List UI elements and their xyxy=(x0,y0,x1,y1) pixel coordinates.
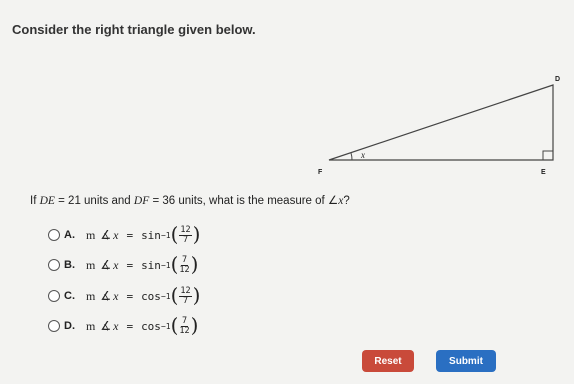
option-letter: D. xyxy=(64,320,75,332)
question-prompt: Consider the right triangle given below. xyxy=(12,22,256,37)
angle-symbol: ∡ xyxy=(100,257,112,272)
segment-df: DF xyxy=(133,195,150,207)
right-angle-marker xyxy=(543,151,553,160)
right-paren: ) xyxy=(192,283,201,307)
question-variable: x xyxy=(338,195,344,207)
question-tail: ? xyxy=(343,195,350,207)
option-expression xyxy=(86,283,201,307)
denominator: 12 xyxy=(179,325,190,336)
question-lead: If xyxy=(30,195,37,207)
radio-option-d[interactable] xyxy=(48,320,60,332)
equals-sign: = xyxy=(126,319,134,333)
right-paren: ) xyxy=(192,222,201,246)
option-d[interactable] xyxy=(48,313,308,339)
option-b[interactable] xyxy=(48,252,308,278)
angle-symbol: ∡ xyxy=(100,288,112,303)
angle-symbol: ∠ xyxy=(327,195,339,207)
numerator: 7 xyxy=(181,254,188,265)
measure-m: m xyxy=(86,288,96,303)
radio-option-b[interactable] xyxy=(48,259,60,271)
option-letter: A. xyxy=(64,229,75,241)
fraction xyxy=(179,317,189,336)
denominator: 12 xyxy=(179,264,190,275)
question-part-1: = 21 units and xyxy=(54,195,134,207)
left-paren: ( xyxy=(170,252,179,276)
inverse-exponent: −1 xyxy=(160,260,171,270)
radio-option-a[interactable] xyxy=(48,229,60,241)
option-expression xyxy=(86,252,199,276)
equals-sign: = xyxy=(126,228,134,242)
vertex-e-label: E xyxy=(541,169,546,176)
trig-function: sin xyxy=(141,228,161,242)
option-letter: B. xyxy=(64,259,75,271)
equals-sign: = xyxy=(126,258,134,272)
numerator: 12 xyxy=(180,285,191,296)
fraction xyxy=(179,287,191,306)
angle-x-arc xyxy=(351,153,352,160)
numerator: 7 xyxy=(181,315,188,326)
fraction xyxy=(179,226,191,245)
inverse-exponent: −1 xyxy=(160,230,171,240)
angle-symbol: ∡ xyxy=(100,318,112,333)
trig-function: sin xyxy=(141,258,161,272)
option-c[interactable] xyxy=(48,283,308,309)
radio-option-c[interactable] xyxy=(48,290,60,302)
measure-m: m xyxy=(86,227,96,242)
option-expression xyxy=(86,313,199,337)
inverse-exponent: −1 xyxy=(160,321,171,331)
option-letter: C. xyxy=(64,290,75,302)
measure-m: m xyxy=(86,318,96,333)
triangle-shape xyxy=(329,85,553,160)
reset-button[interactable]: Reset xyxy=(362,350,414,372)
angle-variable: x xyxy=(113,288,119,303)
angle-symbol: ∡ xyxy=(100,227,112,242)
vertex-d-label: D xyxy=(555,76,561,83)
option-expression xyxy=(86,222,201,246)
angle-variable: x xyxy=(113,318,119,333)
angle-variable: x xyxy=(113,227,119,242)
left-paren: ( xyxy=(170,222,179,246)
denominator: 7 xyxy=(182,295,189,306)
inverse-exponent: −1 xyxy=(160,291,171,301)
denominator: 7 xyxy=(182,234,189,245)
right-paren: ) xyxy=(190,313,199,337)
vertex-f-label: F xyxy=(318,169,323,176)
segment-de: DE xyxy=(39,195,55,207)
trig-function: cos xyxy=(141,289,161,303)
trig-function: cos xyxy=(141,319,161,333)
submit-button[interactable]: Submit xyxy=(436,350,496,372)
option-a[interactable] xyxy=(48,222,308,248)
fraction xyxy=(179,256,189,275)
right-paren: ) xyxy=(190,252,199,276)
angle-variable: x xyxy=(113,257,119,272)
numerator: 12 xyxy=(180,224,191,235)
measure-m: m xyxy=(86,257,96,272)
left-paren: ( xyxy=(170,313,179,337)
question-part-2: = 36 units, what is the measure of xyxy=(149,195,328,207)
question-text xyxy=(30,193,350,207)
left-paren: ( xyxy=(170,283,179,307)
equals-sign: = xyxy=(126,289,134,303)
angle-x-label: x xyxy=(361,150,365,160)
